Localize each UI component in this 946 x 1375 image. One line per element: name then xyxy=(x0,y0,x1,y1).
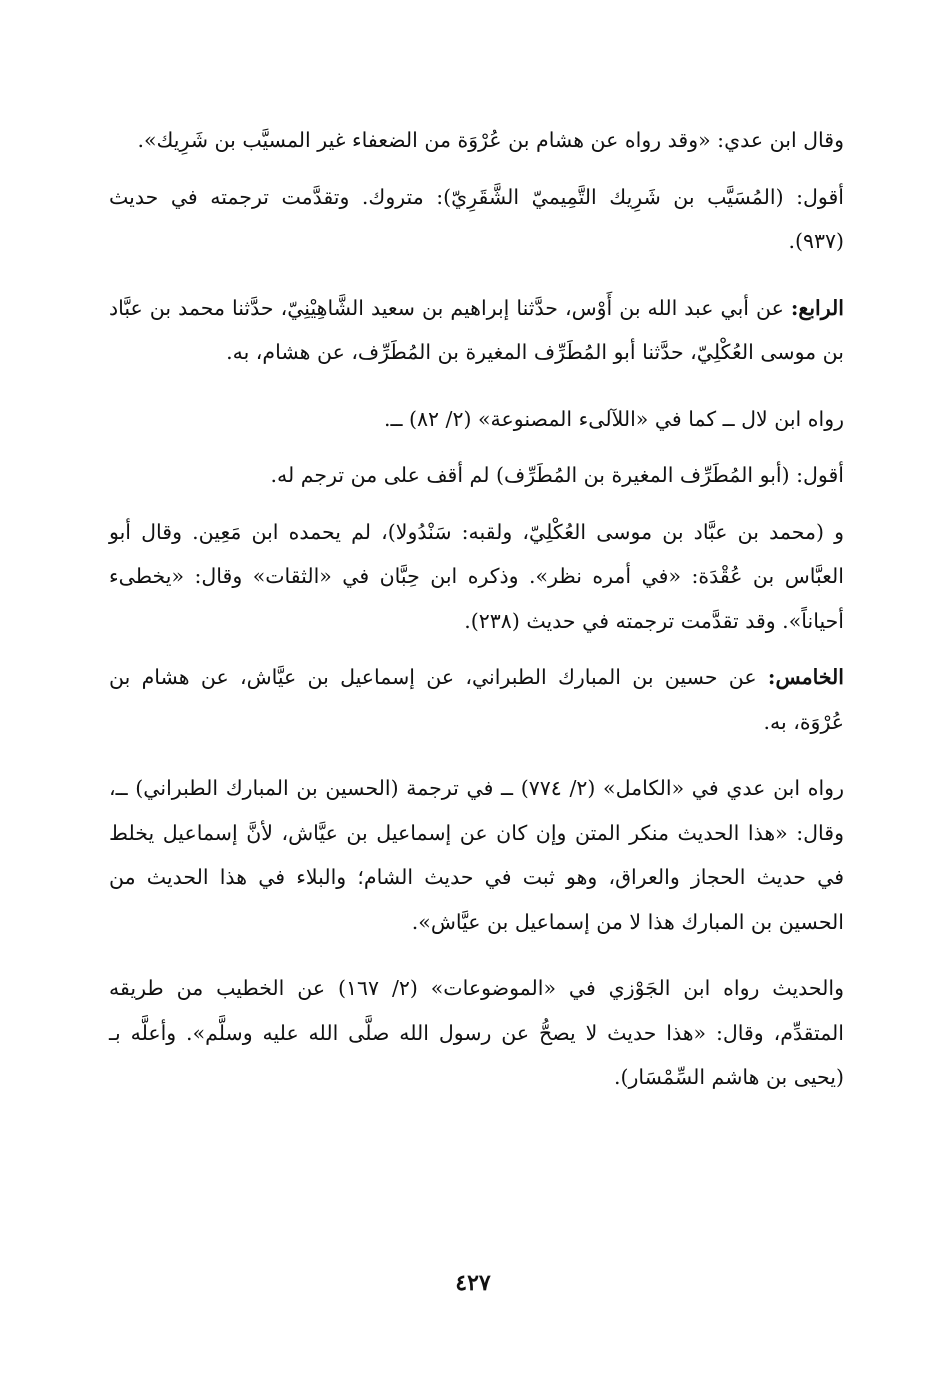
paragraph-fifth-chain xyxy=(109,655,844,744)
paragraph-musayyab-note xyxy=(109,175,844,264)
paragraph-muhammad-ibn-abbad-note xyxy=(109,510,844,644)
page-body xyxy=(109,118,844,1118)
paragraph-al-mawduat-source xyxy=(109,966,844,1100)
paragraph-text: عن أبي عبد الله بن أَوْس، حدَّثنا إبراهيم بن سعيد الشَّاهِيْنِيّ، حدَّثنا محمد بن عبَّاد بن موسى العُكْلِيّ، حدَّثنا أبو المُطَرِّف المغيرة بن المُطَرِّف، عن هشام، به. xyxy=(109,295,844,364)
paragraph-ibn-adi-comment xyxy=(109,118,844,163)
paragraph-abu-mutarrif-note xyxy=(109,453,844,498)
paragraph-fourth-chain xyxy=(109,286,844,375)
paragraph-text: رواه ابن عدي في «الكامل» (٢/ ٧٧٤) ــ في ترجمة (الحسين بن المبارك الطبراني) ــ، وقال: «هذا الحديث منكر المتن وإن كان عن إسماعيل بن عيَّاش، لأنَّ إسماعيل يخلط في حديث الحجاز والعراق، وهو ثبت في حديث الشام؛ والبلاء في هذا الحديث من الحسين بن المبارك هذا لا من إسماعيل بن عيَّاش». xyxy=(109,776,844,934)
paragraph-lead: الخامس: xyxy=(767,665,844,689)
paragraph-al-kamil-source xyxy=(109,766,844,944)
paragraph-text: أقول: (أبو المُطَرِّف المغيرة بن المُطَرِّف) لم أقف على من ترجم له. xyxy=(270,463,844,487)
paragraph-text: رواه ابن لال ــ كما في «اللآلىء المصنوعة» (٢/ ٨٢) ــ. xyxy=(383,406,844,431)
paragraph-text: وقال ابن عدي: «وقد رواه عن هشام بن عُرْوَة من الضعفاء غير المسيَّب بن شَرِيك». xyxy=(137,128,844,152)
paragraph-lead: الرابع: xyxy=(790,295,844,320)
paragraph-text: والحديث رواه ابن الجَوْزي في «الموضوعات» (٢/ ١٦٧) عن الخطيب من طريقه المتقدِّم، وقال: «هذا حديث لا يصحُّ عن رسول الله صلَّى الله عليه وسلَّم». وأعلَّه بـ (يحيى بن هاشم السِّمْسَار). xyxy=(109,976,844,1089)
paragraph-text: أقول: (المُسَيَّب بن شَرِيك التَّمِيميّ الشَّقَرِيّ): متروك. وتقدَّمت ترجمته في حديث (٩٣٧). xyxy=(109,184,844,253)
paragraph-text: عن حسين بن المبارك الطبراني، عن إسماعيل بن عيَّاش، عن هشام بن عُرْوَة، به. xyxy=(109,665,844,734)
page-number: ٤٢٧ xyxy=(455,1270,491,1296)
paragraph-ibn-lal-source xyxy=(109,397,844,442)
paragraph-text: و (محمد بن عبَّاد بن موسى العُكْلِيّ، ولقبه: سَنْدُولا)، لم يحمده ابن مَعِين. وقال أبو العبَّاس بن عُقْدَة: «في أمره نظر». وذكره ابن حِبَّان في «الثقات» وقال: «يخطىء أحياناً». وقد تقدَّمت ترجمته في حديث (٢٣٨). xyxy=(109,519,844,633)
